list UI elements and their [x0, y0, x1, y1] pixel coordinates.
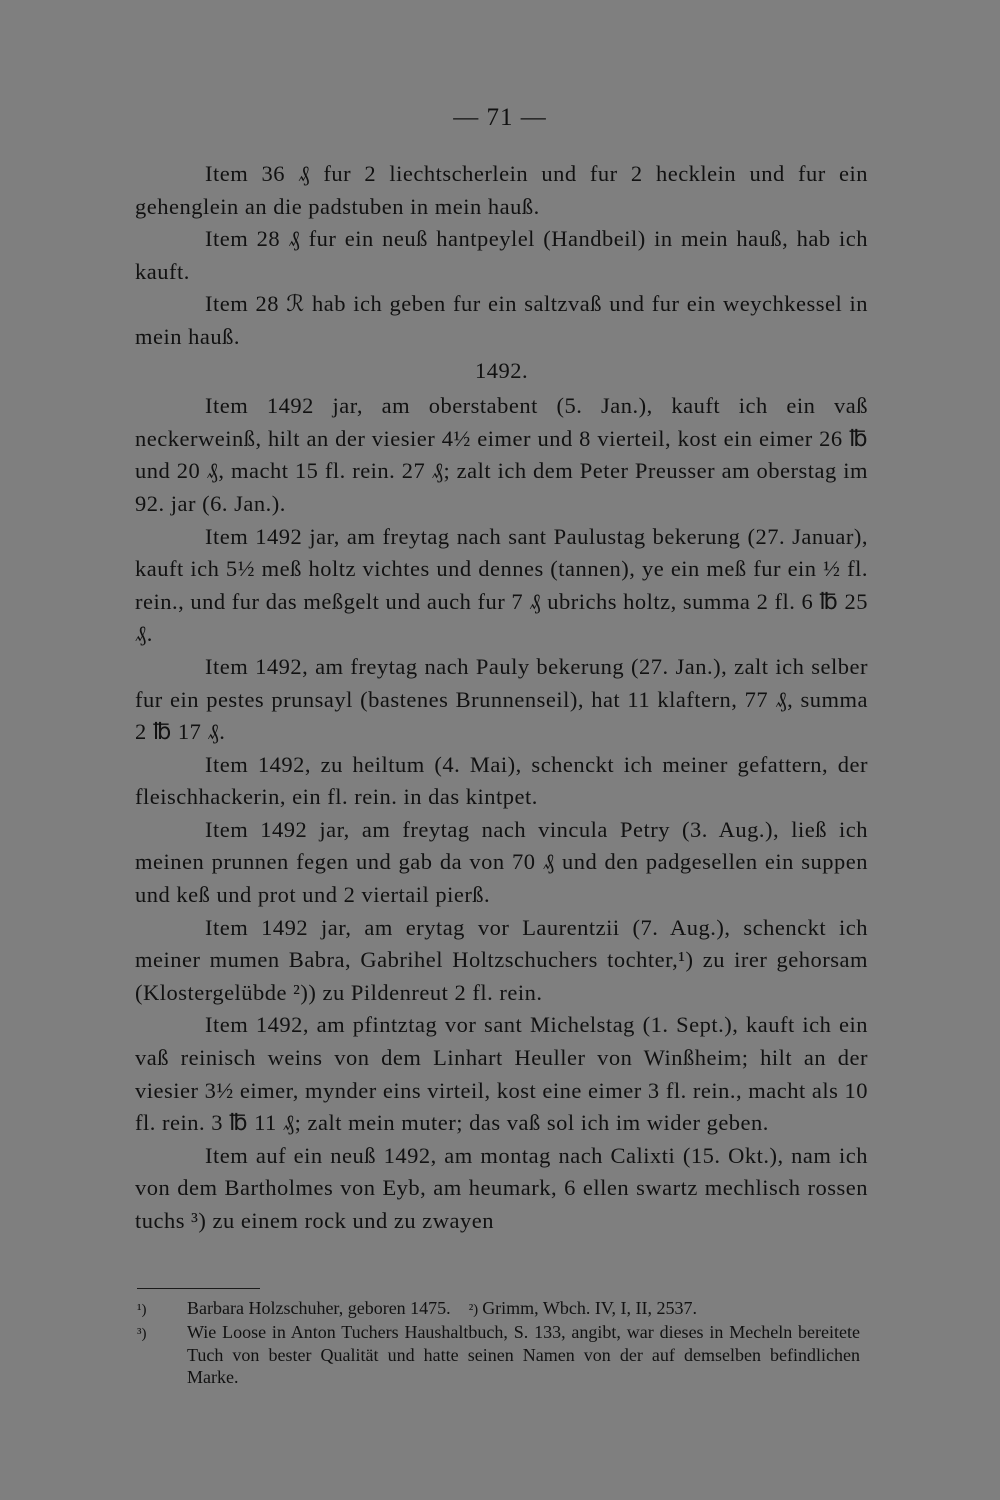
- footnote-text: Wie Loose in Anton Tuchers Haushaltbuch, S. 133, angibt, war dieses in Mecheln bereitete Tuch von bester Qualität und hatte seinen Namen von der auf demselben befindlichen Marke.: [187, 1321, 860, 1387]
- entry-paragraph: Item 1492, am pfintztag vor sant Michelstag (1. Sept.), kauft ich ein vaß reinisch weins von dem Linhart Heuller von Winßheim; hilt an der viesier 3½ eimer, mynder eins virteil, kost eine eimer 3 fl. rein., macht als 10 fl. rein. 3 ℔ 11 ₰; zalt mein muter; das vaß sol ich im wider geben.: [135, 1012, 868, 1136]
- page-number: — 71 —: [453, 104, 547, 131]
- entry-paragraph: Item 1492, am freytag nach Pauly bekerung (27. Jan.), zalt ich selber fur ein pestes prunsayl (bastenes Brunnenseil), hat 11 klaftern, 77 ₰, summa 2 ℔ 17 ₰.: [135, 653, 868, 745]
- body-text: [135, 158, 868, 1238]
- footnotes: [137, 1298, 860, 1388]
- entry-paragraph: Item 28 ₰ fur ein neuß hantpeylel (Handbeil) in mein hauß, hab ich kauft.: [135, 226, 868, 284]
- footnote-divider: [137, 1288, 260, 1289]
- footnote-marker: ³): [137, 1325, 147, 1342]
- footnote-text: Barbara Holzschuher, geboren 1475.: [187, 1298, 451, 1318]
- entry-paragraph: Item 28 ℛ hab ich geben fur ein saltzvaß und fur ein weychkessel in mein hauß.: [135, 291, 868, 349]
- entry-paragraph: Item 1492 jar, am oberstabent (5. Jan.), kauft ich ein vaß neckerweinß, hilt an der viesier 4½ eimer und 8 vierteil, kost ein eimer 26 ℔ und 20 ₰, macht 15 fl. rein. 27 ₰; zalt ich dem Peter Preusser am oberstag im 92. jar (6. Jan.).: [135, 393, 868, 516]
- entry-paragraph: Item 1492 jar, am freytag nach vincula Petry (3. Aug.), ließ ich meinen prunnen fegen und gab da von 70 ₰ und den padgesellen ein suppen und keß und prot und 2 viertail pierß.: [135, 816, 868, 908]
- footnote-line: [137, 1322, 860, 1389]
- entry-paragraph: Item 1492 jar, am freytag nach sant Paulustag bekerung (27. Januar), kauft ich 5½ meß holtz vichtes und dennes (tannen), ye ein meß fur ein ½ fl. rein., und fur das meßgelt und auch fur 7 ₰ ubrichs holtz, summa 2 fl. 6 ℔ 25 ₰.: [135, 523, 868, 647]
- entry-paragraph: Item 1492 jar, am erytag vor Laurentzii (7. Aug.), schenckt ich meiner mumen Babra, Gabrihel Holtzschuchers tochter,¹) zu irer gehorsam (Klostergelübde ²)) zu Pildenreut 2 fl. rein.: [135, 914, 868, 1005]
- year-heading: 1492.: [474, 357, 529, 383]
- entry-paragraph: Item auf ein neuß 1492, am montag nach Calixti (15. Okt.), nam ich von dem Bartholmes von Eyb, am heumark, 6 ellen swartz mechlisch rossen tuchs ³) zu einem rock und zu zwayen: [135, 1142, 868, 1233]
- footnote-marker: ²): [468, 1302, 479, 1318]
- footnote-marker: ¹): [137, 1302, 147, 1318]
- entry-paragraph: Item 1492, zu heiltum (4. Mai), schenckt ich meiner gefattern, der fleischhackerin, ein fl. rein. in das kintpet.: [135, 751, 868, 810]
- footnote-text: Grimm, Wbch. IV, I, II, 2537.: [482, 1298, 697, 1318]
- footnote-line: [137, 1298, 860, 1322]
- entry-paragraph: Item 36 ₰ fur 2 liechtscherlein und fur 2 hecklein und fur ein gehenglein an die padstuben in mein hauß.: [135, 161, 868, 219]
